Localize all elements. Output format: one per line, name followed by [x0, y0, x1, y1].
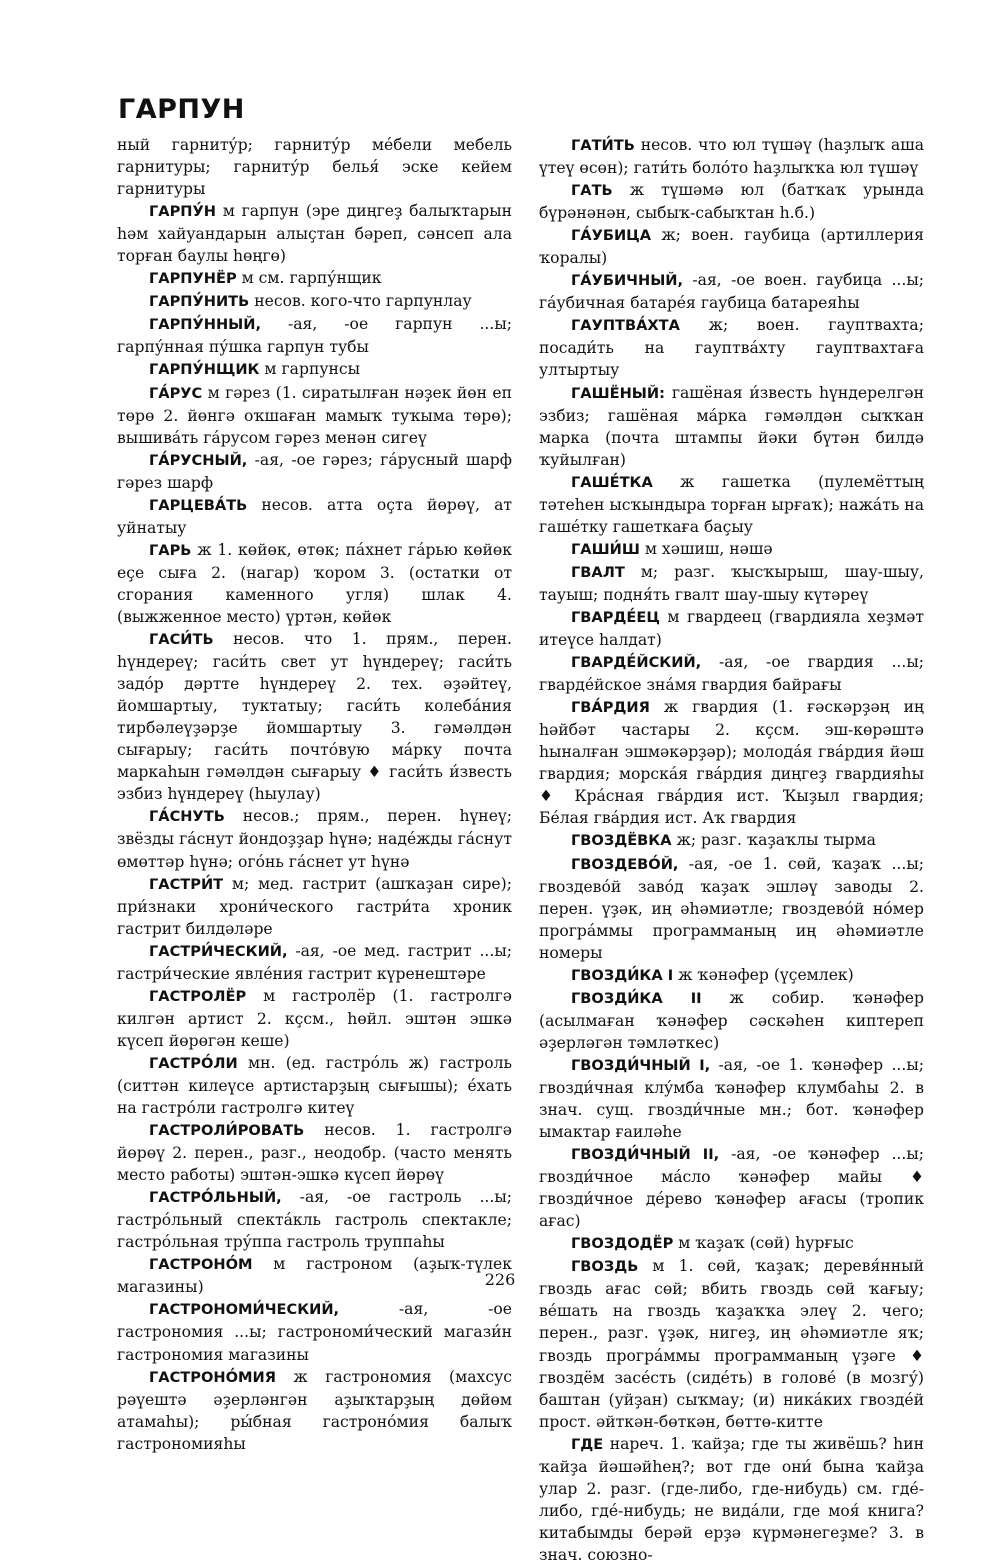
dictionary-entry	[539, 1054, 924, 1143]
entry-definition: м ҡаҙаҡ (сөй) һурғыс	[673, 1234, 854, 1253]
dictionary-entry	[117, 628, 512, 805]
dictionary-entry	[539, 471, 924, 538]
entry-headword: ГАУПТВА́ХТА	[571, 317, 680, 335]
entry-headword: ГАРЦЕВА́ТЬ	[149, 496, 248, 514]
entry-headword: ГАРПУ́Н	[149, 203, 216, 221]
left-column	[117, 134, 512, 1455]
dictionary-entry	[117, 494, 512, 539]
entry-headword: ГАСТРОЛИ́РОВАТЬ	[149, 1122, 305, 1140]
entry-definition: -ая, -ое воен. гаубица ...ы; га́убичная батаре́я гаубица батареяһы	[539, 271, 924, 313]
entry-headword: ГВАРДЕ́ЕЦ	[571, 608, 660, 626]
dictionary-entry	[117, 805, 512, 872]
dictionary-entry	[117, 290, 512, 313]
entry-headword: ГВОЗДИ́ЧНЫЙ II,	[571, 1146, 720, 1164]
entry-definition: несов.; прям., перен. һүнеү; звёзды га́снут йондоҙҙар һүнә; наде́жды га́снут өмөттәр һүнә; ого́нь га́снет ут һүнә	[117, 807, 512, 871]
entry-headword: ГА́УБИЧНЫЙ,	[571, 272, 684, 290]
entry-headword: ГА́РУС	[149, 384, 203, 402]
dictionary-entry	[117, 313, 512, 358]
entry-headword: ГВОЗДЕВО́Й,	[571, 855, 679, 873]
dictionary-entry	[117, 539, 512, 628]
entry-definition: несов. кого-что гарпунлау	[249, 292, 472, 311]
entry-headword: ГВОЗДИ́ЧНЫЙ I,	[571, 1056, 711, 1074]
entry-definition: мн. (ед. гастро́ль ж) гастроль (ситтән килеүсе артистарҙың сығышы); е́хать на гастро́ли гастролгә китеү	[117, 1053, 512, 1118]
entry-headword: ГА́РУСНЫЙ,	[149, 451, 248, 469]
entry-definition: ж гастрономия (махсус рәүештә әҙерләнгән аҙыҡтарҙың дөйөм атамаһы); ры́бная гастроно́мия балыҡ гастрономияһы	[117, 1367, 512, 1453]
dictionary-entry	[117, 940, 512, 985]
entry-definition: ж; воен. гаубица (артиллерия ҡоралы)	[539, 226, 924, 268]
entry-definition: м гәрез (1. сиратылған нәҙек йөн еп төрө 2. йөнгә оҡшаған мамыҡ туҡыма төрө); вышива́ть га́русом гәрез менән сигеү	[117, 383, 512, 447]
dictionary-entry	[539, 987, 924, 1054]
entry-headword: ГАРПУ́НИТЬ	[149, 293, 250, 311]
entry-definition: несов. что 1. прям., перен. һүндереү; гаси́ть свет ут һүндереү; гаси́ть задо́р дәртте һүндереү 2. тех. әҙәйтеү, йомшартыу, туктатыу; гаси́ть колеба́ния тирбәлеүҙәрҙе йомшартыу 3. гәмәлдән сығарыу; гаси́ть почто́вую ма́рку почта маркаһын гәмәлдән сығарыу ♦ гаси́ть и́звесть эзбиз һүндереү (һыулау)	[117, 630, 512, 804]
entry-headword: ГВОЗДЁВКА	[571, 832, 672, 850]
dictionary-entry	[117, 1119, 512, 1186]
entry-definition: ж 1. көйөк, өтөк; па́хнет га́рью көйөк еҫе сыға 2. (нагар) ҡором 3. (остатки от сгорания каменного угля) шлак 4. (выжженное место) үртән, көйөк	[117, 540, 512, 626]
entry-headword: ГАТЬ	[571, 182, 613, 200]
dictionary-entry	[539, 538, 924, 561]
entry-headword: ГАСТРОНО́М	[149, 1256, 253, 1274]
entry-definition: несов. атта оҫта йөрөү, ат уйнатыу	[117, 495, 512, 537]
entry-definition: несов. 1. гастролгә йөрөү 2. перен., разг., неодобр. (часто менять место работы) эштән-эшкә күсеп йөрөү	[117, 1121, 512, 1185]
entry-definition: м гастролёр (1. гастролгә килгән артист 2. кҫсм., һөйл. эштән эшкә күсеп йөрөгән кеше)	[117, 986, 512, 1050]
entry-definition: м гвардеец (гвардияла хеҙмәт итеүсе һалдат)	[539, 607, 924, 650]
entry-definition: м гарпунсы	[259, 360, 361, 379]
dictionary-entry	[117, 267, 512, 290]
entry-definition: ж гашетка (пулемёттың тәтеһен ысҡындыра торған ырғаҡ); нажа́ть на гаше́тку гашеткаға баҫыу	[539, 472, 924, 536]
entry-headword: ГАСИ́ТЬ	[149, 631, 214, 649]
page-number: 226	[484, 1270, 516, 1289]
entry-definition: м гарпун (эре диңгеҙ балыҡтарын һәм хайуандарын алыҫтан бәреп, сәнсеп ала торған баулы һөңгө)	[117, 202, 512, 266]
dictionary-entry	[539, 179, 924, 224]
entry-definition: м 1. сөй, ҡаҙаҡ; деревя́нный гвоздь ағас сөй; вбить гвоздь сөй ҡағыу; ве́шать на гвоздь ҡаҙаҡҡа элеү 2. чего; перен., разг. үҙәк, нигеҙ, иң әһәмиәтле яҡ; гвоздь програ́ммы программаның үҙәге ♦ гвоздём засе́сть (сиде́ть) в голове́ (в мозгу́) баштан (уйҙан) сыҡмау; (и) ника́ких гвозде́й прост. әйткән-бөткән, бөттө-китте	[539, 1257, 924, 1431]
entry-definition: -ая, -ое 1. сөй, ҡаҙаҡ ...ы; гвоздево́й заво́д ҡаҙаҡ эшләү заводы 2. перен. үҙәк, иң әһәмиәтле; гвоздево́й но́мер програ́ммы программаның иң әһәмиәтле номеры	[539, 854, 924, 962]
dictionary-entry	[539, 134, 924, 179]
entry-headword: ГАСТРО́ЛЬНЫЙ,	[149, 1189, 282, 1207]
entry-definition: несов. что юл түшәү (һаҙлыҡ аша үтеү өсөн); гати́ть боло́то һаҙлыҡҡа юл түшәү	[539, 136, 924, 178]
entry-headword: ГАСТРОНОМИ́ЧЕСКИЙ,	[149, 1301, 340, 1319]
entry-headword: ГВОЗДОДЁР	[571, 1235, 674, 1253]
entry-headword: ГАСТРОЛЁР	[149, 987, 247, 1005]
entry-headword: ГВА́РДИЯ	[571, 699, 650, 717]
entry-definition: гашёная и́звесть һүндерелгән эзбиз; гашёная ма́рка гәмәлдән сыҡҡан марка (почта штампы йәки бүтән билдә ҡуйылған)	[539, 383, 924, 469]
dictionary-entry	[539, 829, 924, 852]
dictionary-entry	[539, 964, 924, 987]
entry-definition: -ая, -ое ҡәнәфер ...ы; гвозди́чное ма́сло ҡәнәфер майы ♦ гвозди́чное де́рево ҡәнәфер ағасы (тропик ағас)	[539, 1145, 924, 1231]
entry-definition: ж собир. ҡәнәфер (асылмаған ҡәнәфер сәскәһен киптереп әҙерләгән тәмләткес)	[539, 988, 924, 1052]
entry-definition: ж; разг. ҡаҙаҡлы тырма	[671, 831, 876, 850]
entry-definition: -ая, -ое гвардия ...ы; гварде́йское зна́мя гвардия байрағы	[539, 653, 924, 695]
entry-definition: -ая, -ое гарпун ...ы; гарпу́нная пу́шка гарпун тубы	[117, 315, 512, 357]
dictionary-entry	[117, 985, 512, 1052]
dictionary-entry	[539, 696, 924, 829]
running-head: ГАРПУН	[118, 94, 245, 125]
dictionary-entry	[539, 1143, 924, 1232]
entry-definition: ж ҡәнәфер (үҫемлек)	[673, 965, 854, 984]
entry-definition: м см. гарпу́нщик	[236, 269, 382, 288]
dictionary-entry	[539, 224, 924, 269]
entry-headword: ГАРПУ́НЩИК	[149, 361, 260, 379]
entry-headword: ГАШЕ́ТКА	[571, 473, 653, 491]
entry-headword: ГВОЗДИ́КА II	[571, 989, 702, 1007]
entry-headword: ГАШЁНЫЙ:	[571, 384, 665, 402]
dictionary-entry	[539, 606, 924, 651]
entry-headword: ГАРПУ́ННЫЙ,	[149, 316, 262, 334]
dictionary-entry	[117, 200, 512, 267]
entry-definition: -ая, -ое 1. ҡәнәфер ...ы; гвозди́чная клу́мба ҡәнәфер клумбаһы 2. в знач. сущ. гвозди́чные мн.; бот. ҡәнәфер ымактар ғаиләһе	[539, 1055, 924, 1142]
entry-headword: ГВАРДЕ́ЙСКИЙ,	[571, 654, 702, 672]
dictionary-entry	[539, 651, 924, 696]
dictionary-entry	[117, 1366, 512, 1455]
entry-headword: ГАСТРИ́ЧЕСКИЙ,	[149, 942, 288, 960]
dictionary-entry	[117, 1298, 512, 1365]
entry-headword: ГАСТРИ́Т	[149, 875, 224, 893]
entry-definition: м гастроном (аҙыҡ-түлек магазины)	[117, 1255, 512, 1297]
entry-definition: м хәшиш, нәшә	[639, 539, 773, 558]
entry-headword: ГАСТРО́ЛИ	[149, 1054, 238, 1072]
dictionary-entry	[539, 269, 924, 314]
dictionary-entry	[117, 134, 512, 200]
entry-headword: ГВОЗДЬ	[571, 1258, 639, 1276]
entry-definition: нареч. 1. ҡайҙа; где ты живёшь? һин ҡайҙа йәшәйһең?; вот где они́ бына ҡайҙа улар 2. разг. (где-либо, где-нибудь) см. где́-либо, где́-нибудь; не вида́ли, где моя́ книга? китабымды берәй ерҙә күрмәнегеҙме? 3. в знач. союзно-	[539, 1434, 924, 1564]
right-column	[539, 134, 924, 1566]
entry-definition: м; разг. ҡысҡырыш, шау-шыу, тауыш; подня́ть гвалт шау-шыу күтәреү	[539, 562, 924, 604]
entry-definition: м; мед. гастрит (ашҡаҙан сире); при́знаки хрони́ческого гастри́та хроник гастрит билдәләре	[117, 874, 512, 938]
entry-headword: ГАРПУНЁР	[149, 270, 237, 288]
dictionary-entry	[539, 314, 924, 381]
dictionary-entry	[539, 561, 924, 606]
dictionary-entry	[117, 873, 512, 940]
dictionary-entry	[117, 1186, 512, 1253]
dictionary-entry	[539, 1433, 924, 1566]
entry-definition: -ая, -ое гастрономия ...ы; гастрономи́ческий магази́н гастрономия магазины	[117, 1300, 512, 1364]
entry-definition: -ая, -ое гастроль ...ы; гастро́льный спекта́кль гастроль спектакле; гастро́льная тру́ппа гастроль труппаһы	[117, 1188, 512, 1252]
entry-definition: ж; воен. гауптвахта; посади́ть на гауптва́хту гауптвахтаға ултыртыу	[539, 316, 924, 380]
entry-headword: ГА́УБИЦА	[571, 227, 652, 245]
entry-headword: ГВАЛТ	[571, 563, 625, 581]
dictionary-entry	[539, 382, 924, 471]
dictionary-entry	[117, 1052, 512, 1119]
entry-definition: ж түшәмә юл (батҡаҡ урында бүрәнәнән, сыбыҡ-сабыҡтан һ.б.)	[539, 181, 924, 223]
dictionary-entry	[117, 382, 512, 449]
entry-headword: ГВОЗДИ́КА I	[571, 966, 674, 984]
entry-headword: ГАТИ́ТЬ	[571, 137, 635, 154]
entry-headword: ГАШИ́Ш	[571, 540, 640, 558]
entry-headword: ГАСТРОНО́МИЯ	[149, 1368, 276, 1386]
entry-definition: ный гарниту́р; гарниту́р ме́бели мебель гарнитуры; гарниту́р белья́ эске кейем гарнитуры	[117, 136, 512, 199]
entry-headword: ГДЕ	[571, 1435, 604, 1453]
dictionary-entry	[539, 853, 924, 964]
entry-definition: -ая, -ое мед. гастрит ...ы; гастри́ческие явле́ния гастрит күренештәре	[117, 941, 512, 983]
entry-definition: -ая, -ое гәрез; га́русный шарф гәрез шарф	[117, 450, 512, 492]
entry-headword: ГА́СНУТЬ	[149, 808, 225, 826]
dictionary-entry	[117, 358, 512, 381]
entry-headword: ГАРЬ	[149, 541, 192, 559]
dictionary-entry	[539, 1232, 924, 1255]
dictionary-entry	[117, 449, 512, 494]
entry-definition: ж гвардия (1. ғәскәрҙәң иң һәйбәт частары 2. кҫсм. эш-көрәштә һыналған эшмәкәрҙәр); молода́я гва́рдия йәш гвардия; морска́я гва́рдия диңгеҙ гвардияһы ♦ Кра́сная гва́рдия ист. Ҡыҙыл гвардия; Бе́лая гва́рдия ист. Аҡ гвардия	[539, 698, 924, 828]
